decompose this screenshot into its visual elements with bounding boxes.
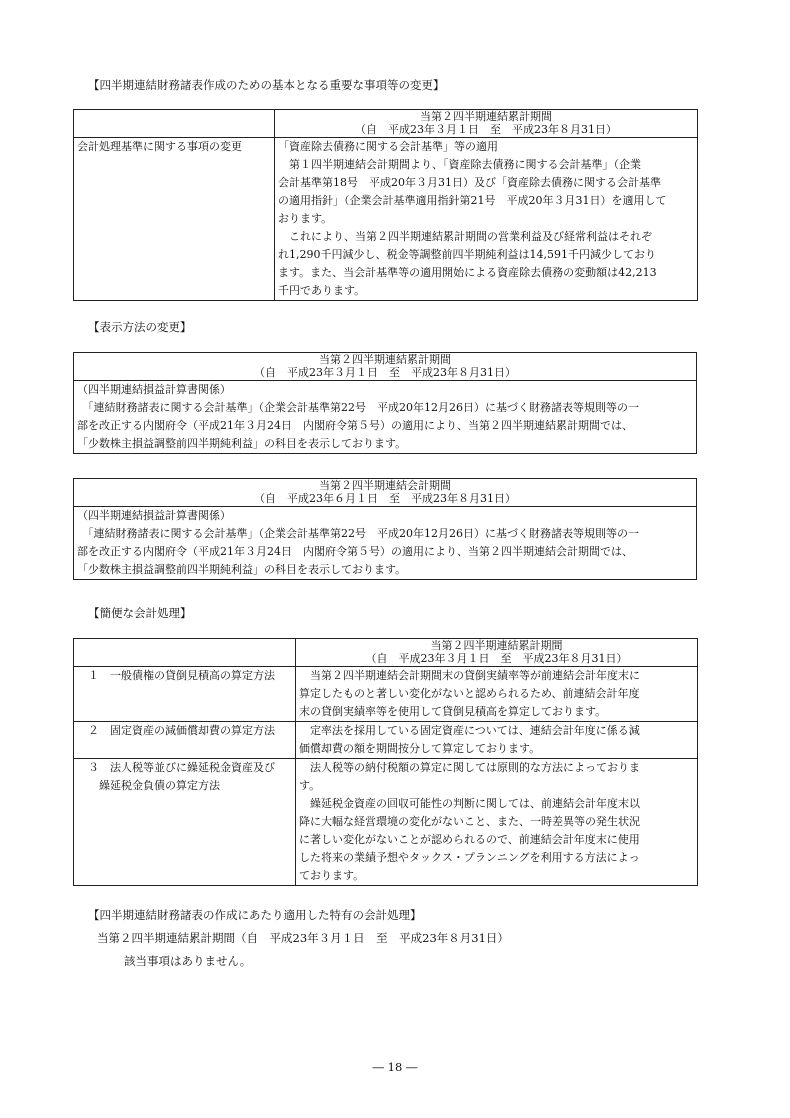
section1-column-header-line1: 当第２四半期連結累計期間 bbox=[420, 110, 552, 123]
page-number: ― 18 ― bbox=[372, 1060, 418, 1074]
display-change-table1-body bbox=[74, 381, 697, 454]
section1-row-label: 会計処理基準に関する事項の変更 bbox=[74, 138, 275, 301]
simplified-line: ております。 bbox=[299, 869, 365, 882]
simplified-line: 算定したものと著しい変化がないと認められるため、前連結会計年度 bbox=[299, 687, 640, 700]
simplified-row-content bbox=[296, 667, 698, 722]
display-change-line: （四半期連結損益計算書関係） bbox=[77, 509, 231, 522]
simplified-label-line: 繰延税金負債の算定方法 bbox=[88, 779, 220, 792]
simplified-row-label bbox=[74, 759, 296, 886]
simplified-line: 定率法を採用している固定資産については、連結会計年度に係る減 bbox=[299, 724, 640, 737]
simplified-column-header-line1: 当第２四半期連結累計期間 bbox=[430, 639, 563, 652]
simplified-line: 法人税等の納付税額の算定に関しては原則的な方法によっておりま bbox=[299, 761, 640, 774]
display-change-table1-header bbox=[74, 353, 697, 381]
display-change-table2-header-row bbox=[74, 479, 697, 507]
display-change-table1-header-row bbox=[74, 353, 697, 381]
simplified-column-header bbox=[296, 639, 698, 667]
simplified-row-content bbox=[296, 722, 698, 759]
section1-table bbox=[73, 109, 698, 301]
simplified-row bbox=[74, 667, 698, 722]
simplified-row-label bbox=[74, 667, 296, 722]
display-change-table1-body-row bbox=[74, 381, 697, 454]
display-change-table2-header-line1: 当第２四半期連結会計期間 bbox=[319, 479, 451, 492]
section1-line: 「資産除去債務に関する会計基準」等の適用 bbox=[278, 140, 498, 153]
display-change-line: 「少数株主損益調整前四半期純利益」の科目を表示しております。 bbox=[77, 563, 407, 576]
simplified-row-content bbox=[296, 759, 698, 886]
section1-line: の適用指針」（企業会計基準適用指針第21号 平成20年３月31日）を適用して bbox=[278, 194, 667, 207]
simplified-column-header-line2: （自 平成23年３月１日 至 平成23年８月31日） bbox=[365, 651, 628, 665]
simplified-label-line: ３ 法人税等並びに繰延税金資産及び bbox=[88, 761, 275, 774]
display-change-table2-body-row bbox=[74, 507, 697, 580]
simplified-row bbox=[74, 759, 698, 886]
section4-period: 当第２四半期連結累計期間（自 平成23年３月１日 至 平成23年８月31日） bbox=[97, 931, 509, 945]
display-change-table1-header-line1: 当第２四半期連結累計期間 bbox=[319, 353, 451, 366]
section4-note: 該当事項はありません。 bbox=[124, 954, 252, 968]
section1-line: 第１四半期連結会計期間より、「資産除去債務に関する会計基準」（企業 bbox=[278, 158, 641, 171]
simplified-line: 当第２四半期連結会計期間末の貸倒実績率等が前連結会計年度末に bbox=[299, 669, 640, 682]
simplified-line: す。 bbox=[299, 779, 321, 792]
simplified-accounting-table bbox=[73, 638, 698, 886]
display-change-line: 部を改正する内閣府令（平成21年３月24日 内閣府令第５号）の適用により、当第２四半期連結累計期間では、 bbox=[77, 419, 633, 432]
display-change-table-cumulative bbox=[73, 352, 697, 454]
display-change-table-quarter bbox=[73, 478, 697, 580]
display-change-line: 「連結財務諸表に関する会計基準」（企業会計基準第22号 平成20年12月26日）に基づく財務諸表等規則等の一 bbox=[77, 527, 639, 540]
section2-heading: 【表示方法の変更】 bbox=[88, 320, 192, 334]
section1-row-content bbox=[275, 138, 698, 301]
section1-empty-header-cell bbox=[74, 110, 275, 138]
simplified-line: 末の貸倒実績率等を使用して貸倒見積高を算定しております。 bbox=[299, 705, 607, 718]
section4-heading: 【四半期連結財務諸表の作成にあたり適用した特有の会計処理】 bbox=[88, 908, 422, 922]
section1-line: れ1,290千円減少し、税金等調整前四半期純利益は14,591千円減少しており bbox=[278, 248, 656, 261]
simplified-line: した将来の業績予想やタックス・プランニングを利用する方法によっ bbox=[299, 851, 640, 864]
section1-row bbox=[74, 138, 698, 301]
section1-column-header bbox=[275, 110, 698, 138]
section1-column-header-line2: （自 平成23年３月１日 至 平成23年８月31日） bbox=[355, 122, 617, 136]
simplified-empty-header-cell bbox=[74, 639, 296, 667]
display-change-line: （四半期連結損益計算書関係） bbox=[77, 383, 231, 396]
display-change-table1-header-line2: （自 平成23年３月１日 至 平成23年８月31日） bbox=[254, 365, 516, 379]
simplified-label-line: ２ 固定資産の減価償却費の算定方法 bbox=[88, 724, 275, 737]
section1-line: 千円であります。 bbox=[278, 284, 366, 297]
display-change-line: 「少数株主損益調整前四半期純利益」の科目を表示しております。 bbox=[77, 437, 407, 450]
simplified-line: 降に大幅な経営環境の変化がないこと、また、一時差異等の発生状況 bbox=[299, 815, 640, 828]
display-change-table2-header-line2: （自 平成23年６月１日 至 平成23年８月31日） bbox=[254, 491, 516, 505]
display-change-table2-header bbox=[74, 479, 697, 507]
simplified-line: 繰延税金資産の回収可能性の判断に関しては、前連結会計年度末以 bbox=[299, 797, 640, 810]
simplified-line: 価償却費の額を期間按分して算定しております。 bbox=[299, 742, 541, 755]
simplified-line: に著しい変化がないことが認められるので、前連結会計年度末に使用 bbox=[299, 833, 640, 846]
simplified-header-row bbox=[74, 639, 698, 667]
display-change-line: 部を改正する内閣府令（平成21年３月24日 内閣府令第５号）の適用により、当第２四半期連結会計期間では、 bbox=[77, 545, 633, 558]
simplified-row-label bbox=[74, 722, 296, 759]
simplified-label-line: １ 一般債権の貸倒見積高の算定方法 bbox=[88, 669, 275, 682]
section1-line: 会計基準第18号 平成20年３月31日）及び「資産除去債務に関する会計基準 bbox=[278, 176, 661, 189]
section1-header-row bbox=[74, 110, 698, 138]
display-change-line: 「連結財務諸表に関する会計基準」（企業会計基準第22号 平成20年12月26日）に基づく財務諸表等規則等の一 bbox=[77, 401, 639, 414]
section3-heading: 【簡便な会計処理】 bbox=[88, 606, 192, 620]
section1-line: これにより、当第２四半期連結累計期間の営業利益及び経常利益はそれぞ bbox=[278, 230, 652, 243]
simplified-row bbox=[74, 722, 698, 759]
section1-line: ます。また、当会計基準等の適用開始による資産除去債務の変動額は42,213 bbox=[278, 266, 657, 279]
display-change-table2-body bbox=[74, 507, 697, 580]
section1-heading: 【四半期連結財務諸表作成のための基本となる重要な事項等の変更】 bbox=[88, 78, 445, 92]
section1-line: おります。 bbox=[278, 212, 333, 225]
